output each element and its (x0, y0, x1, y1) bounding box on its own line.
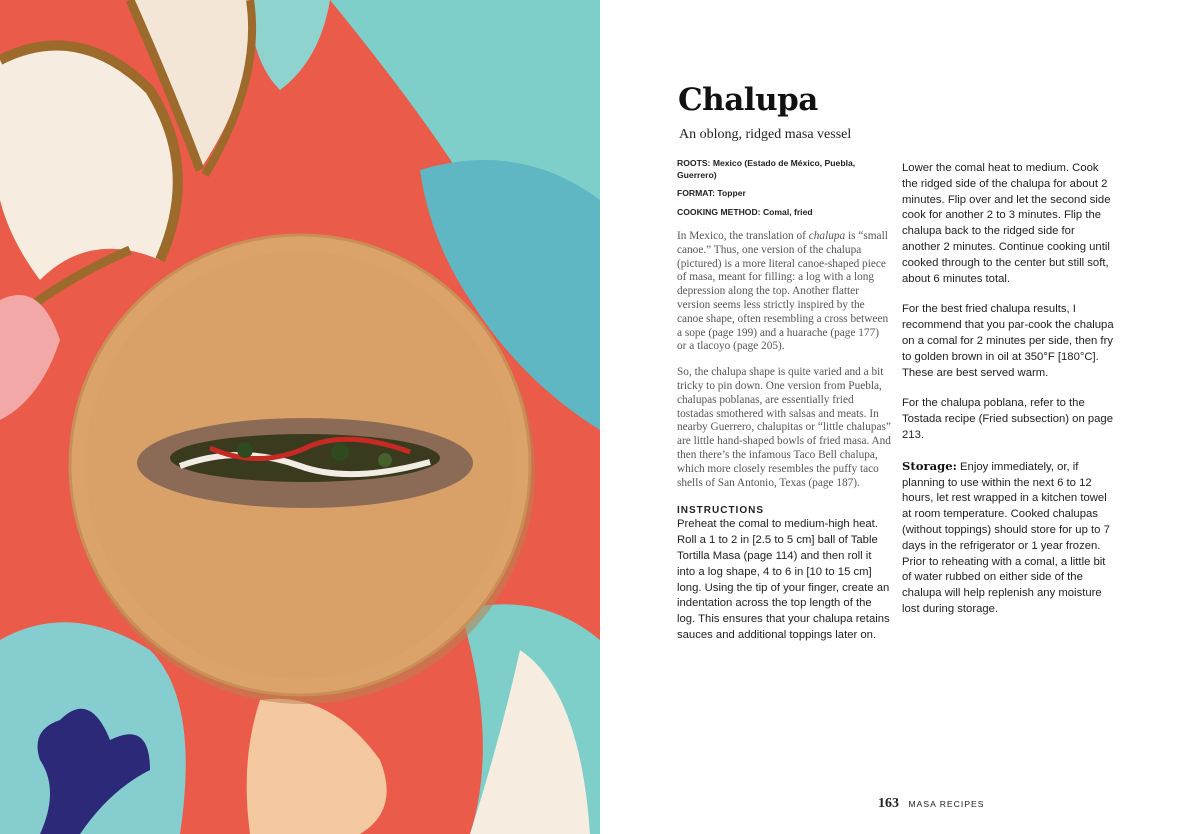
meta-format-value: Topper (717, 188, 746, 198)
instructions-paragraph-4: For the chalupa poblana, refer to the Tostada recipe (Fried subsection) on page 213. (902, 397, 1113, 441)
right-column (902, 161, 1116, 633)
meta-roots-value: Mexico (Estado de México, Puebla, Guerrero) (677, 158, 856, 180)
greens-3 (378, 453, 392, 467)
intro-1-italic: chalupa (808, 230, 846, 242)
instructions-heading: INSTRUCTIONS (677, 505, 764, 517)
meta-cooking-method (677, 207, 891, 219)
intro-1-before: In Mexico, the translation of (677, 230, 809, 242)
intro-1-after: is “small canoe.” Thus, one version of the chalupa (pictured) is a more literal canoe-shaped piece of masa, meant for filling: a log with a long depression along the top. Another flatter version seems less strictly inspired by the canoe shape, often resembling a cross between a sope (page 199) and a huarache (page 177) or a tlacoyo (page 205). (677, 230, 889, 353)
recipe-title: Chalupa (678, 82, 818, 118)
storage-heading: Storage: (902, 458, 957, 473)
meta-format-key: FORMAT: (677, 188, 716, 198)
left-column (677, 158, 891, 659)
meta-cooking-value: Comal, fried (762, 206, 813, 217)
meta-cooking-key: COOKING METHOD: (677, 206, 761, 217)
instructions-paragraph-3: For the best fried chalupa results, I recommend that you par-cook the chalupa on a comal for 2 minutes per side, then fry to golden brown in oil at 350°F [180°C]. These are best served warm. (902, 303, 1114, 379)
intro-paragraph-2: So, the chalupa shape is quite varied and a bit tricky to pin down. One version from Puebla, chalupas poblanas, are essentially fried tostadas smothered with salsas and meats. In nearby Guerrero, chalupitas or “little chalupas” are little hand-shaped bowls of fried masa. And then there’s the infamous Taco Bell chalupa, which more closely resembles the puffy taco shells of San Antonio, Texas (page 187). (677, 366, 891, 489)
storage-paragraph (902, 459, 1116, 618)
instructions-paragraph-1: Preheat the comal to medium-high heat. Roll a 1 to 2 in [2.5 to 5 cm] ball of Table Tortilla Masa (page 114) and then roll it into a log shape, 4 to 6 in [10 to 15 cm] long. Using the tip of your finger, create an indentation across the top length of the log. This ensures that your chalupa retains sauces and additional toppings later on. (677, 518, 890, 641)
instructions-paragraph-2: Lower the comal heat to medium. Cook the ridged side of the chalupa for about 2 minutes. Flip over and let the second side cook for another 2 to 3 minutes. Flip the chalupa back to the ridged side for another 2 minutes. Continue cooking until cooked through to the center but still soft, about 6 minutes total. (902, 162, 1111, 285)
meta-roots (677, 158, 891, 181)
storage-text: Enjoy immediately, or, if planning to use within the next 6 to 12 hours, let rest wrapped in a kitchen towel at room temperature. Cooked chalupas (without toppings) should store for up to 7 days in the refrigerator or 1 year frozen. Prior to reheating with a comal, a little bit of water rubbed on either side of the chalupa will help replenish any moisture lost during storage. (902, 460, 1110, 615)
recipe-subtitle: An oblong, ridged masa vessel (679, 127, 852, 142)
page-number: 163 (878, 796, 899, 811)
meta-roots-key: ROOTS: (677, 158, 711, 168)
page-footer (878, 794, 984, 812)
section-name: MASA RECIPES (908, 799, 985, 809)
recipe-page (600, 0, 1200, 834)
intro-paragraph-1 (677, 230, 891, 354)
greens-2 (331, 443, 349, 461)
greens-1 (237, 442, 253, 458)
meta-format (677, 188, 891, 200)
